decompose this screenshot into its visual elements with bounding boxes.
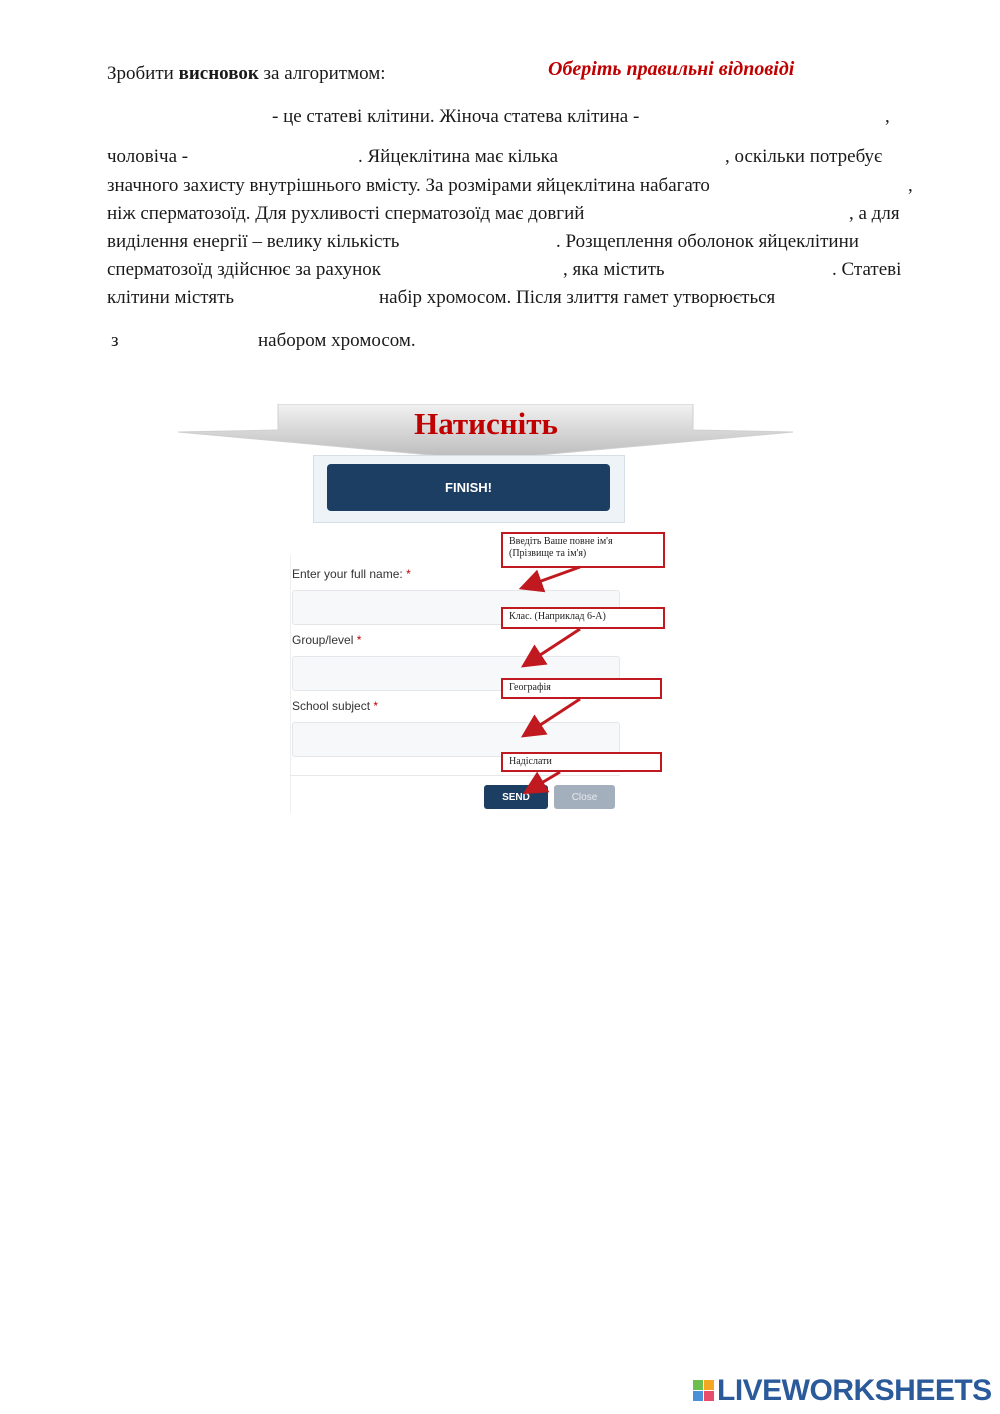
callout-group: Клас. (Наприклад 6-А) (501, 607, 665, 629)
callout-subject: Географія (501, 678, 662, 699)
group-level-label: Group/level * (292, 633, 362, 647)
instruction-text: Оберіть правильні відповіді (548, 58, 795, 80)
text-line-8a: з (111, 330, 119, 351)
text-line-4b: , а для (849, 203, 900, 224)
callout-full-name: Введіть Ваше повне ім'я (Прізвище та ім'я) (501, 532, 665, 568)
text-line-5b: . Розщеплення оболонок яйцеклітини (556, 231, 859, 252)
text-line-4a: ніж сперматозоїд. Для рухливості сперматозоїд має довгий (107, 203, 585, 224)
text-line-6b: , яка містить (563, 259, 665, 280)
school-subject-label: School subject * (292, 699, 379, 713)
text-line-2c: , оскільки потребує (725, 146, 883, 167)
text-line-8b: набором хромосом. (258, 330, 416, 351)
text-line-6a: сперматозоїд здійснює за рахунок (107, 259, 381, 280)
worksheet-title: Зробити висновок за алгоритмом: (107, 63, 386, 84)
full-name-label: Enter your full name: * (292, 567, 411, 581)
text-line-6c: . Статеві (832, 259, 902, 280)
close-button[interactable]: Close (554, 785, 615, 809)
text-line-7a: клітини містять (107, 287, 235, 308)
arrow-label: Натисніть (414, 406, 558, 441)
text-line-2b: . Яйцеклітина має кілька (358, 146, 559, 167)
send-button[interactable]: SEND (484, 785, 548, 809)
liveworksheets-logo: LIVEWORKSHEETS (693, 1376, 992, 1406)
liveworksheets-badge-icon (693, 1380, 715, 1402)
finish-button[interactable]: FINISH! (327, 464, 610, 511)
text-line-1a: - це статеві клітини. Жіноча статева клітина - (272, 106, 640, 127)
text-line-2a: чоловіча - (107, 146, 189, 167)
text-line-1b: , (885, 106, 890, 127)
text-line-3b: , (908, 175, 913, 196)
text-line-7b: набір хромосом. Після злиття гамет утворюється (379, 287, 776, 308)
text-line-3a: значного захисту внутрішнього вмісту. За розмірами яйцеклітина набагато (107, 175, 710, 196)
callout-send: Надіслати (501, 752, 662, 772)
text-line-5a: виділення енергії – велику кількість (107, 231, 400, 252)
